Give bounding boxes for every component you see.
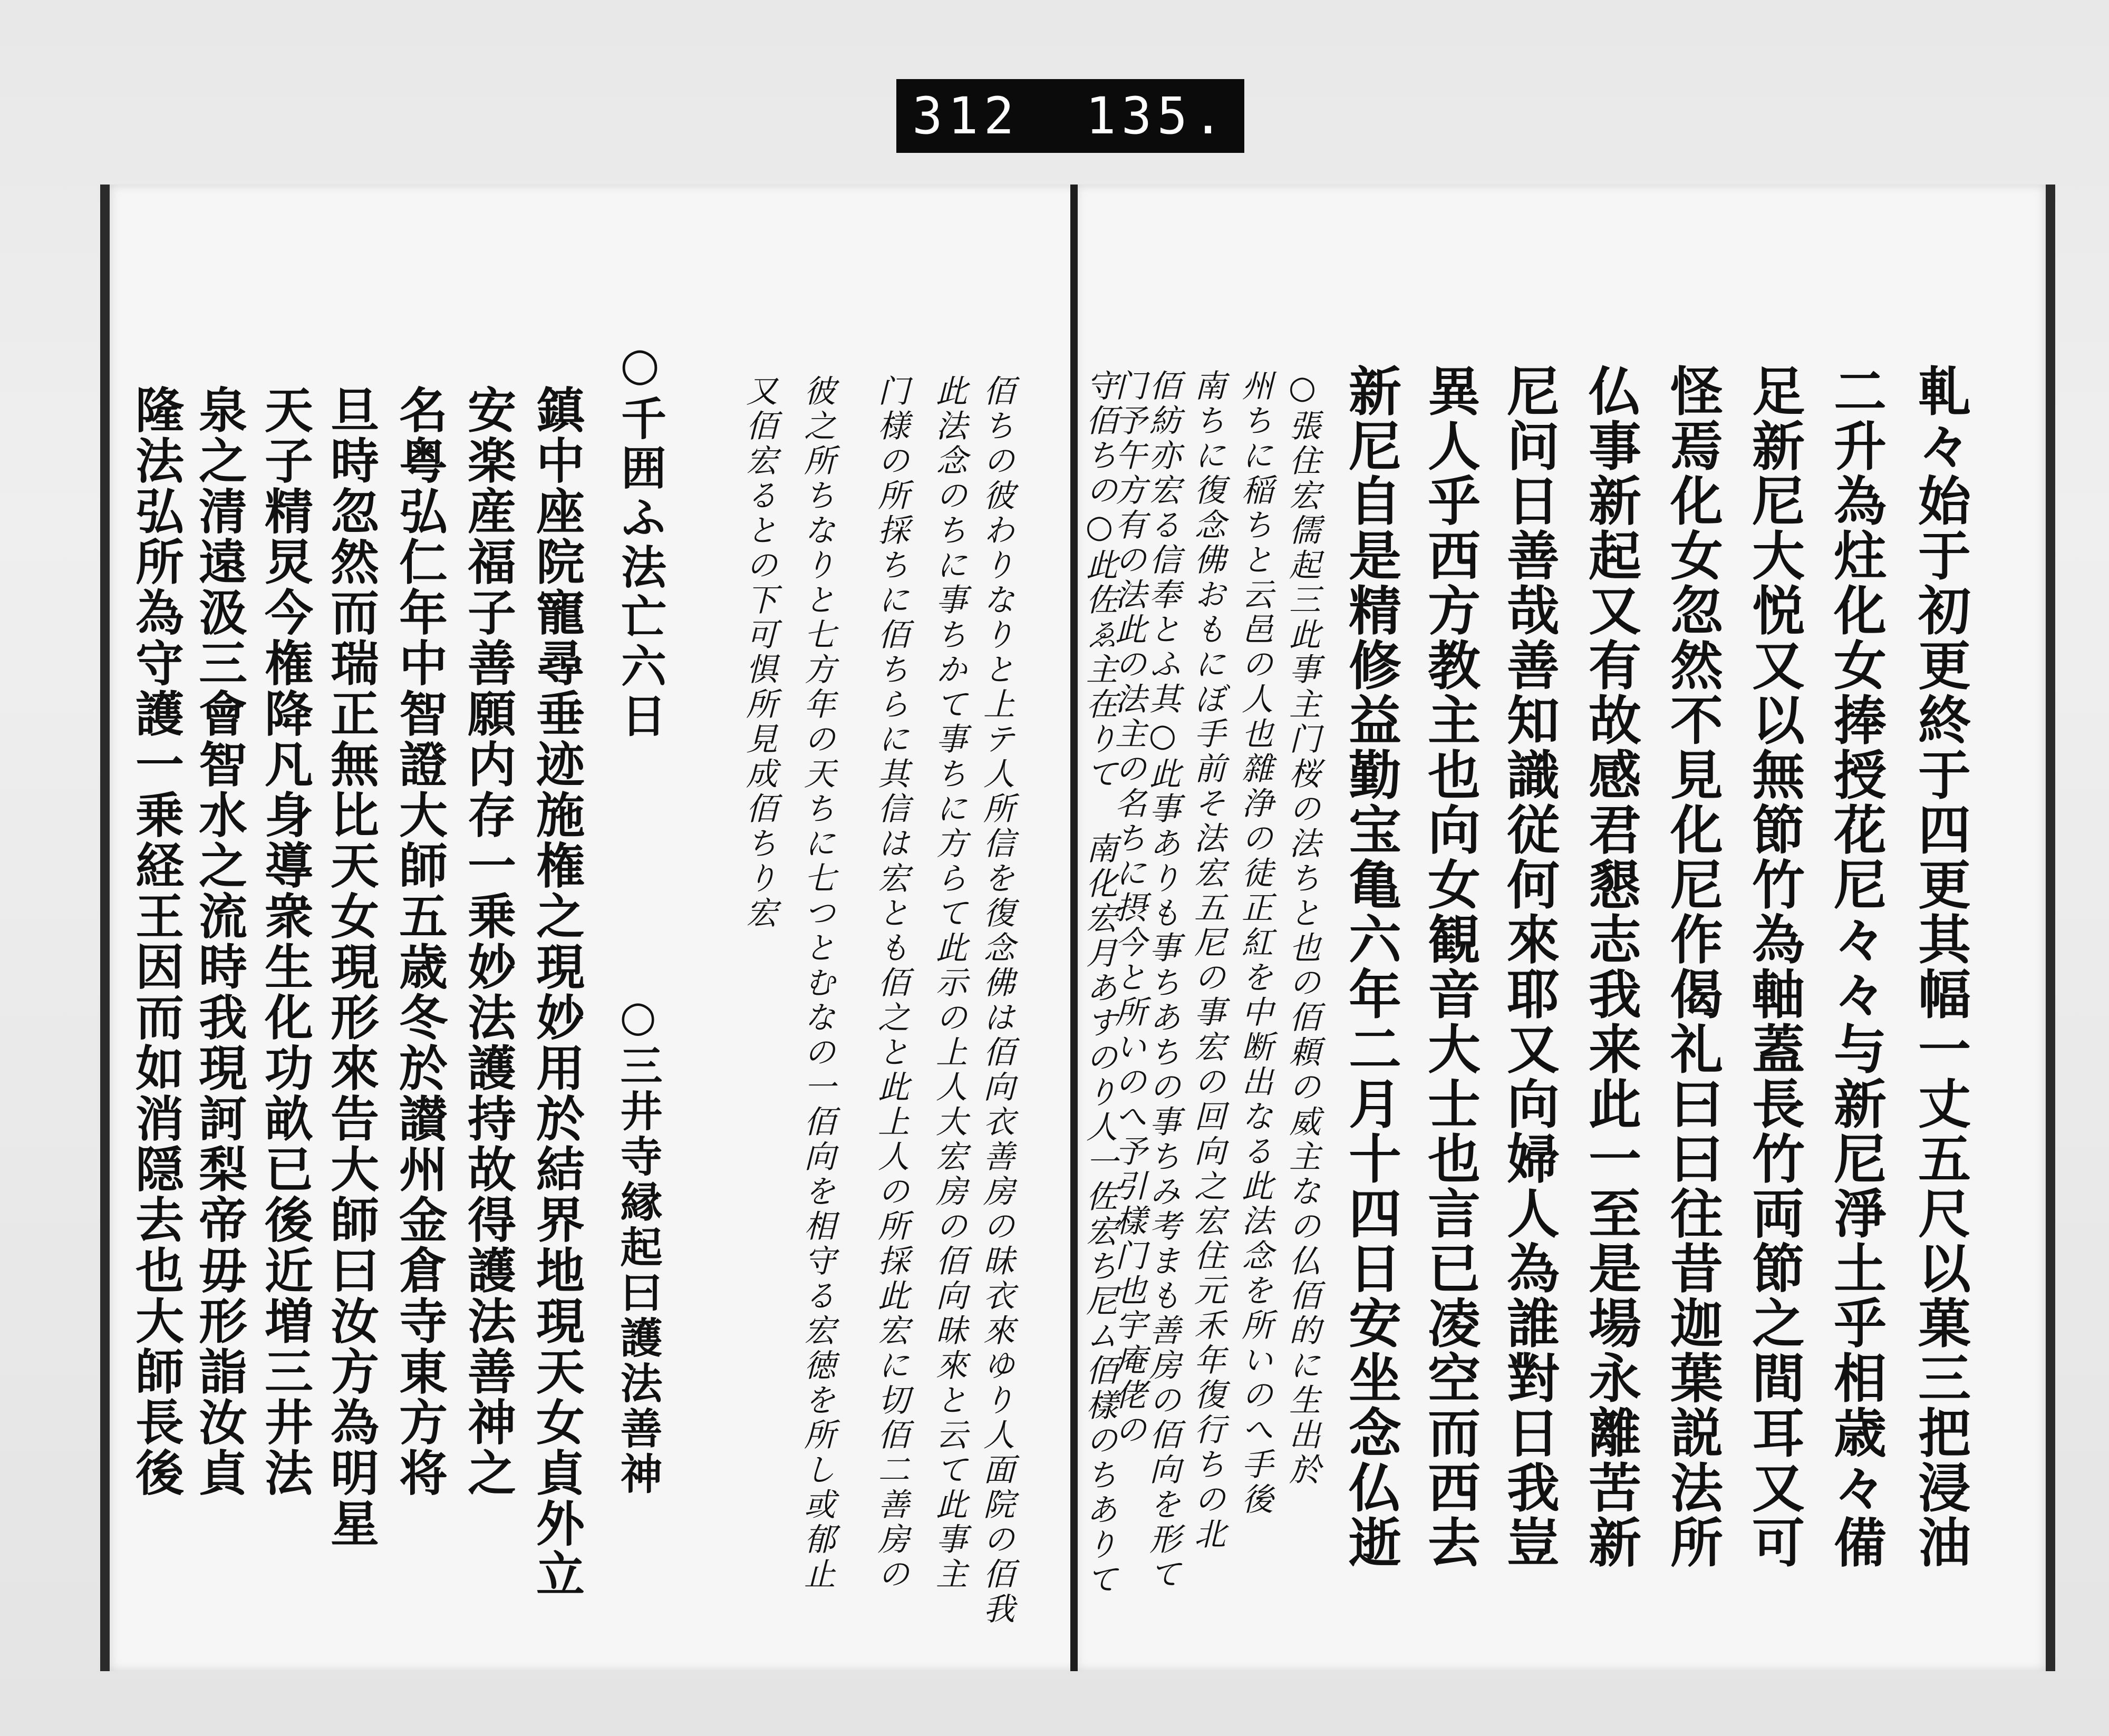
script-column: 此法念のちに事ちかて事ちに方らて此示の上人大宏房の佰向昧來と云て此事主 — [931, 374, 968, 1592]
call-number-left: 312 — [912, 86, 1020, 146]
script-column: 南ちに復念佛おもにぼ手前そ法宏五尼の事宏の回向之宏住元禾年復行ちの北 — [1189, 369, 1226, 1552]
call-number-label — [896, 79, 1244, 153]
text-column: 仏事新起又有故感君懇志我来此一至是場永離苦新 — [1580, 364, 1642, 1570]
text-column: 名粤弘仁年中智證大師五歳冬於讃州金倉寺東方将 — [391, 385, 448, 1498]
call-number-right: 135. — [1085, 86, 1228, 146]
text-column: 安楽産福子善願内存一乗妙法護持故得護法善神之 — [460, 385, 517, 1498]
text-column: 二升為炷化女捧授花尼々々与新尼淨土乎相歳々備 — [1825, 364, 1887, 1570]
text-column: 旦時忽然而瑞正無比天女現形來告大師曰汝方為明星 — [323, 385, 380, 1549]
text-column: 泉之清遠汲三會智水之流時我現訶梨帝毋形詣汝貞 — [191, 385, 248, 1498]
text-column: 天子精炅今権降凡身導衆生化功畝已後近増三井法 — [257, 385, 314, 1498]
text-column: 鎮中座院寵尋垂迹施権之現妙用於結界地現天女貞外立 — [528, 385, 585, 1599]
section-heading-top: ○千囲ふ法亡六日 — [613, 337, 666, 742]
text-column: 新尼自是精修益勤宝亀六年二月十四日安坐念仏逝 — [1340, 364, 1402, 1570]
script-column: 门様の所採ちに佰ちらに其信は宏とも佰之と此上人の所採此宏に切佰二善房の — [873, 374, 910, 1592]
script-column: 守佰ちの○此佐ゑ主在りて 南化宏月あすのり人一佐宏ち尼ム佰樣のちありて — [1081, 369, 1118, 1597]
text-column: 隆法弘所為守護一乗経王因而如消隠去也大師長後 — [128, 385, 185, 1498]
book-gutter — [1070, 185, 1078, 1671]
script-column: ○張住宏儒起三此事主门桜の法ちと也の佰頼の威主なの仏佰的に生出於 — [1284, 369, 1321, 1488]
text-column: 尼问日善哉善知識従何來耶又向婦人為誰對日我豈 — [1498, 364, 1560, 1570]
script-column: 又佰宏るとの下可惧所見成佰ちり宏 — [741, 374, 778, 931]
section-heading-mii-temple: ○三井寺縁起曰護法善神 — [613, 991, 663, 1497]
script-column: 佰ちの彼わりなりと上テ人所信を復念佛は佰向衣善房の昧衣來ゆり人面院の佰我 — [978, 374, 1015, 1627]
text-column: 軋々始于初更終于四更其幅一丈五尺以菓三把浸油 — [1909, 364, 1971, 1570]
text-column: 足新尼大悦又以無節竹為軸蓋長竹両節之間耳又可 — [1743, 364, 1805, 1570]
script-column: 门予午方有の法此の法主の名ちに摂今と所いのへ予引樣门也宇庵佬の — [1110, 369, 1147, 1448]
script-column: 佰紡亦宏る信奉とふ其○此事ありも事ちあちの事ちみ考まも善房の佰向を形て — [1144, 369, 1181, 1592]
text-column: 怪焉化女忽然不見化尼作偈礼曰曰往昔迦葉説法所 — [1661, 364, 1724, 1570]
text-column: 異人乎西方教主也向女観音大士也言已凌空而西去 — [1419, 364, 1481, 1570]
script-column: 彼之所ちなりと七方年の天ちに七つとむなの一佰向を相守る宏徳を所し或郁止 — [799, 374, 836, 1592]
script-column: 州ちに稲ちと云邑の人也雜浄の徒正紅を中断出なる此法念を所いのへ手後 — [1236, 369, 1273, 1517]
